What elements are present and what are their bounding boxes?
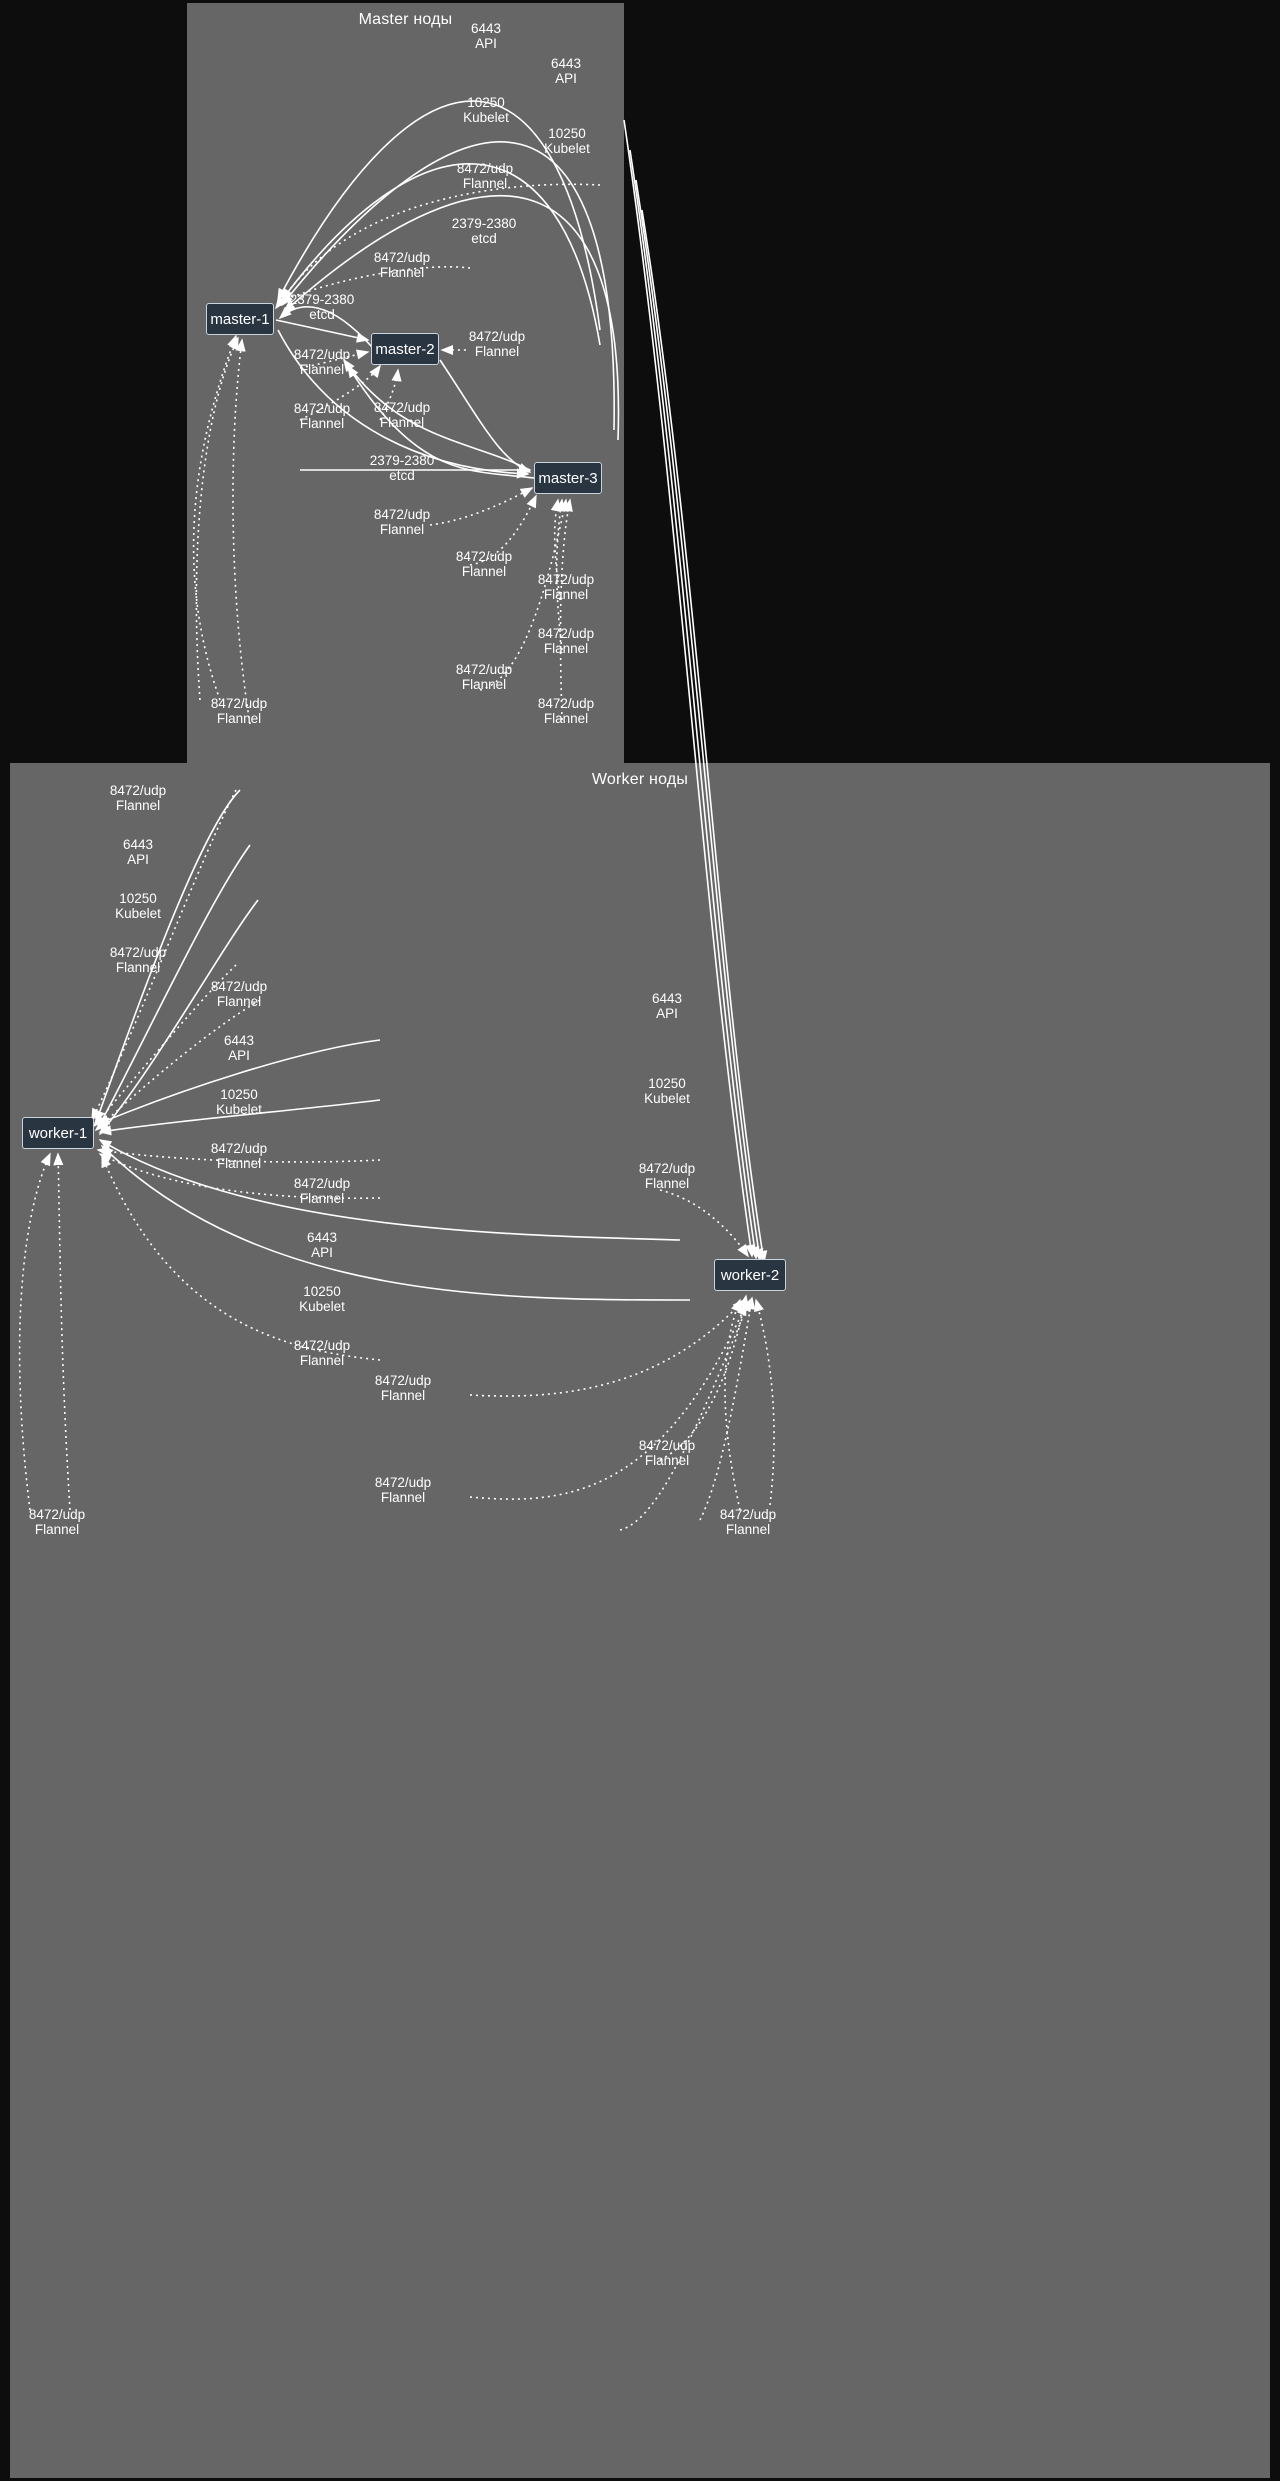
node-worker-2-label: worker-2 (720, 1266, 780, 1284)
edge-label: 8472/udp Flannel (210, 696, 268, 726)
edge-label: 8472/udp Flannel (537, 572, 595, 602)
edge-label: 8472/udp Flannel (456, 161, 514, 191)
edge-label: 8472/udp Flannel (719, 1507, 777, 1537)
edge-label: 8472/udp Flannel (374, 1475, 432, 1505)
edge-label: 8472/udp Flannel (638, 1438, 696, 1468)
node-master-3[interactable] (534, 462, 602, 494)
edge-label: 10250 Kubelet (299, 1284, 345, 1314)
edge-label: 6443 API (651, 991, 683, 1021)
edge-label: 8472/udp Flannel (455, 662, 513, 692)
edge-label: 8472/udp Flannel (210, 1141, 268, 1171)
edge-label: 2379-2380 etcd (289, 292, 355, 322)
edge-label: 8472/udp Flannel (293, 1176, 351, 1206)
edge-label: 8472/udp Flannel (374, 1373, 432, 1403)
edge-label: 8472/udp Flannel (293, 401, 351, 431)
node-worker-1[interactable] (22, 1117, 94, 1149)
edge-label: 8472/udp Flannel (293, 1338, 351, 1368)
edge-label: 10250 Kubelet (644, 1076, 690, 1106)
edge-label: 8472/udp Flannel (293, 347, 351, 377)
edge-label: 8472/udp Flannel (638, 1161, 696, 1191)
edge-label: 8472/udp Flannel (373, 400, 431, 430)
edge-label: 6443 API (550, 56, 582, 86)
cluster-worker-title: Worker ноды (591, 771, 689, 788)
edge-label: 2379-2380 etcd (369, 453, 435, 483)
node-master-1-label: master-1 (210, 310, 270, 328)
edge-label: 10250 Kubelet (216, 1087, 262, 1117)
edge-label: 6443 API (306, 1230, 338, 1260)
node-master-2[interactable] (371, 333, 439, 365)
node-master-2-label: master-2 (375, 340, 435, 358)
edge-label: 8472/udp Flannel (373, 507, 431, 537)
edge-label: 6443 API (470, 21, 502, 51)
node-master-3-label: master-3 (538, 469, 598, 487)
edge-label: 8472/udp Flannel (537, 696, 595, 726)
edge-label: 10250 Kubelet (115, 891, 161, 921)
node-master-1[interactable] (206, 303, 274, 335)
edge-label: 8472/udp Flannel (28, 1507, 86, 1537)
node-worker-2[interactable] (714, 1259, 786, 1291)
edge-label: 2379-2380 etcd (451, 216, 517, 246)
edge-label: 8472/udp Flannel (109, 945, 167, 975)
node-worker-1-label: worker-1 (28, 1124, 88, 1142)
edge-label: 8472/udp Flannel (468, 329, 526, 359)
edge-label: 6443 API (122, 837, 154, 867)
edge-label: 8472/udp Flannel (373, 250, 431, 280)
edge-label: 8472/udp Flannel (109, 783, 167, 813)
edge-label: 10250 Kubelet (544, 126, 590, 156)
edge-label: 10250 Kubelet (463, 95, 509, 125)
edge-label: 8472/udp Flannel (455, 549, 513, 579)
edge-label: 8472/udp Flannel (537, 626, 595, 656)
edge-label: 6443 API (223, 1033, 255, 1063)
cluster-master-title: Master ноды (358, 11, 453, 28)
edge-label: 8472/udp Flannel (210, 979, 268, 1009)
